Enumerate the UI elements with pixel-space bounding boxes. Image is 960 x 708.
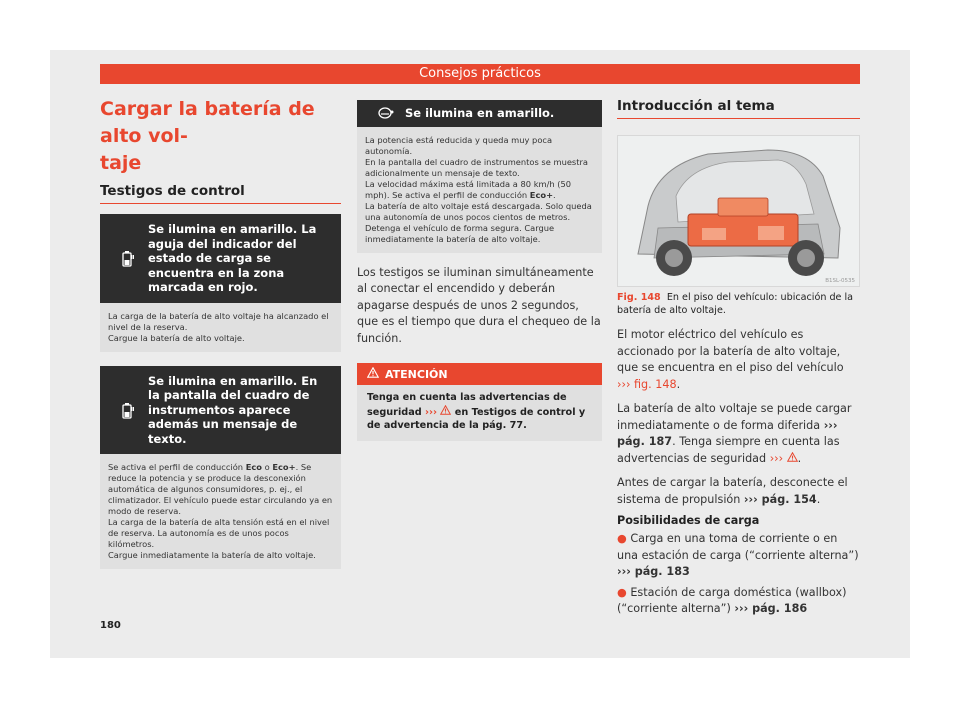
warning-triangle-icon [440, 407, 451, 418]
topic-title: Introducción al tema [617, 98, 860, 119]
list-item: ● Carga en una toma de corriente o en una estación de carga (“corriente alterna”) ››› pág. 183 [617, 532, 859, 578]
indicator-text: La velocidad máxima está limitada a 80 km/h (50 mph). Se activa el perfil de conducción Eco+. [365, 178, 572, 200]
indicator-text: Cargue la batería de alto voltaje. [108, 332, 245, 343]
battery-plug-icon [108, 400, 148, 420]
bullet-icon: ● [617, 532, 627, 545]
list-item: ● Estación de carga doméstica (wallbox) (“corriente alterna”) ››› pág. 186 [617, 585, 847, 615]
warning-triangle-icon [787, 452, 798, 465]
indicator-text: La carga de la batería de alto voltaje ha alcanzado el nivel de la reserva. [108, 310, 329, 332]
indicator-text: En la pantalla del cuadro de instrumentos se muestra adicionalmente un mensaje de texto. [365, 156, 589, 178]
warning-text: Tenga en cuenta las advertencias de seguridad ››› en Testigos de control y de advertencia de la pág. 77. [367, 392, 586, 431]
indicator-text: Cargue inmediatamente la batería de alto voltaje. [108, 550, 316, 560]
column-left [100, 96, 341, 569]
cross-reference-link[interactable]: ››› [425, 406, 438, 418]
page-reference-link[interactable]: ››› pág. 183 [617, 565, 690, 578]
indicator-title: Se ilumina en amarillo. En la pantalla del cuadro de instrumentos aparece además un mensaje de texto. [148, 373, 318, 446]
indicator-title: Se ilumina en amarillo. [405, 106, 555, 120]
turtle-icon [365, 106, 405, 120]
indicator-block-charge-level [100, 214, 341, 352]
page-title [100, 96, 341, 177]
figure-caption: Fig. 148 En el piso del vehículo: ubicación de la batería de alto voltaje. [617, 292, 854, 316]
paragraph-text: Antes de cargar la batería, desconecte el sistema de propulsión ››› pág. 154. [617, 476, 848, 506]
warning-label: ATENCIÓN [385, 367, 448, 381]
section-header: Consejos prácticos [100, 64, 860, 84]
figure-number: Fig. 148 [617, 292, 661, 303]
column-middle [357, 96, 602, 441]
cross-reference-link[interactable]: ››› [769, 451, 784, 465]
paragraph-text: Los testigos se iluminan simultáneamente al conectar el encendido y deberán apagarse después de unos 2 segundos, que es el tiempo que dura el chequeo de la función. [357, 265, 601, 345]
page-number: 180 [100, 620, 121, 631]
indicator-description [100, 303, 341, 352]
bullet-icon: ● [617, 585, 627, 599]
column-right [617, 96, 860, 618]
section-subtitle: Testigos de control [100, 183, 341, 204]
indicator-text: La potencia está reducida y queda muy poca autonomía. [365, 134, 553, 156]
indicator-description [100, 454, 341, 569]
eco-label: Eco [245, 462, 262, 472]
indicator-description [357, 127, 602, 253]
indicator-text: Se activa el perfil de conducción Eco o Eco+. Se reduce la potencia y se produce la desconexión automática de algunos consumidores, p. ej., el climatizador. El vehículo puede estar circulando ya en modo de reserva. [108, 462, 333, 516]
paragraph-text: La batería de alto voltaje se puede cargar inmediatamente o de forma diferida ››› pág. 187. Tenga siempre en cuenta las advertencias de seguridad ››› . [617, 402, 852, 465]
figure-code: B1SL-0535 [825, 278, 855, 284]
car-battery-illustration [618, 136, 859, 286]
indicator-header [100, 366, 341, 455]
subheading: Posibilidades de carga [617, 514, 760, 527]
indicator-block-text-message [100, 366, 341, 570]
paragraph-text: El motor eléctrico del vehículo es accionado por la batería de alto voltaje, que se encuentra en el piso del vehículo ››› fig. 148. [617, 328, 844, 391]
indicator-header [100, 214, 341, 303]
figure-reference-link[interactable]: ››› fig. 148 [617, 377, 677, 391]
warning-triangle-icon [367, 367, 379, 381]
title-line-2: taje [100, 152, 142, 174]
eco-plus-label: Eco+ [529, 189, 554, 200]
page-reference-link[interactable]: ››› pág. 187 [617, 418, 838, 448]
eco-plus-label: Eco+ [272, 462, 296, 472]
page-reference-link[interactable]: ››› pág. 186 [734, 602, 808, 615]
title-line-1: Cargar la batería de alto vol- [100, 98, 315, 147]
indicator-block-low-power [357, 100, 602, 253]
indicator-text: La batería de alto voltaje está descargada. Solo queda una autonomía de unos pocos cientos de metros. Detenga el vehículo de forma segura. Cargue inmediatamente la batería de alto voltaje. [365, 200, 592, 244]
indicator-text: La carga de la batería de alta tensión está en el nivel de reserva. La autonomía es de unos pocos kilómetros. [108, 517, 330, 549]
battery-plug-icon [108, 248, 148, 268]
warning-box [357, 363, 602, 441]
indicator-header [357, 100, 602, 127]
figure-car-battery [617, 135, 860, 287]
indicator-title: Se ilumina en amarillo. La aguja del indicador del estado de carga se encuentra en la zona marcada en rojo. [148, 222, 317, 294]
warning-header [357, 363, 602, 385]
page-reference-link[interactable]: ››› pág. 154 [743, 492, 817, 506]
